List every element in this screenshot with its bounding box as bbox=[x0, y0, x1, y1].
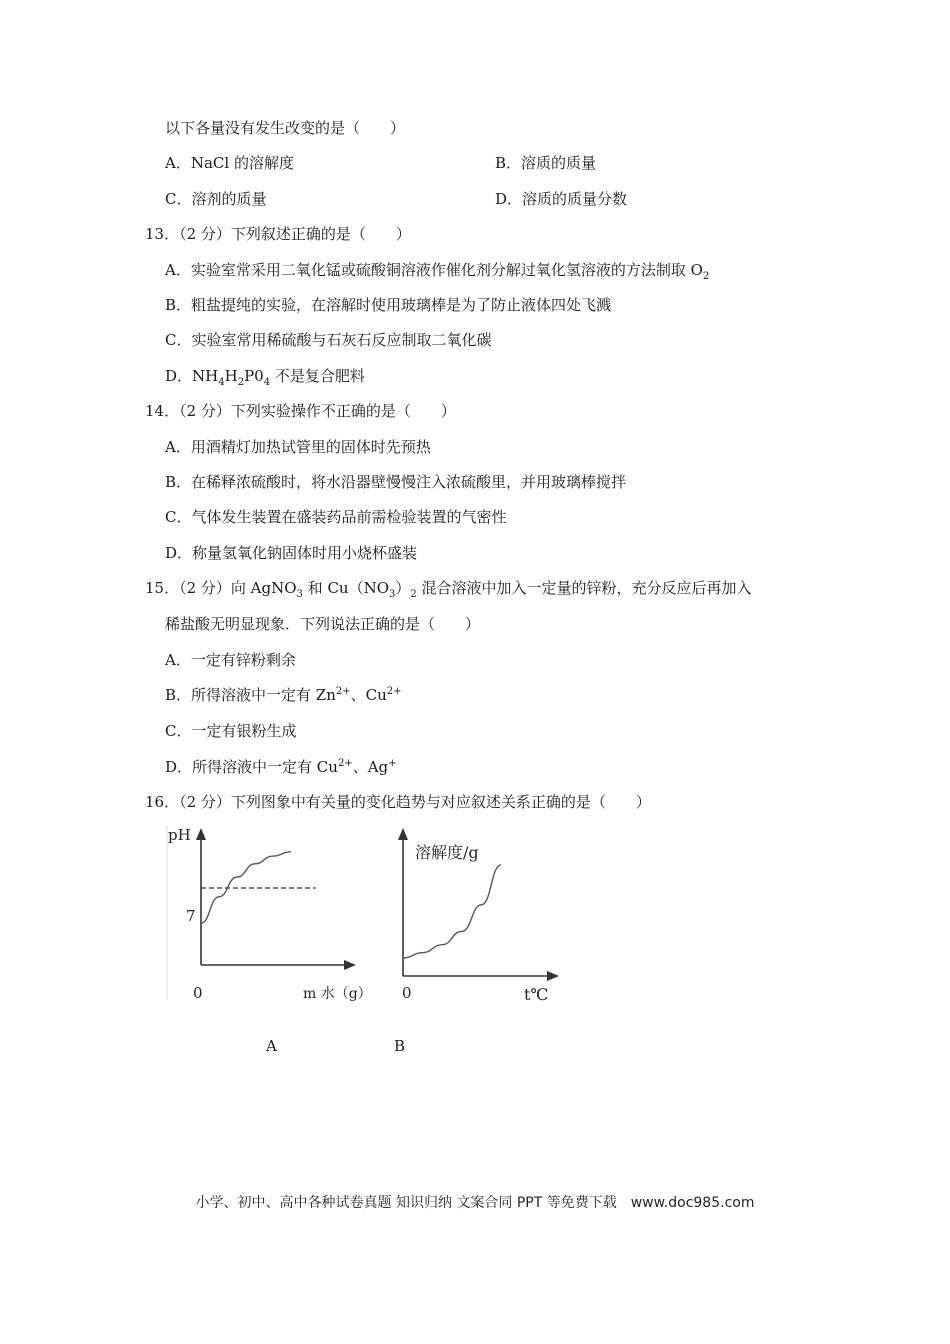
q13-option-b: B．粗盐提纯的实验，在溶解时使用玻璃棒是为了防止液体四处飞溅 bbox=[165, 296, 612, 314]
q15-option-c: C．一定有银粉生成 bbox=[165, 722, 297, 740]
q15-option-a: A．一定有锌粉剩余 bbox=[165, 651, 296, 669]
figure-a-label: A bbox=[266, 1037, 277, 1055]
question-13-stem: 13．（2 分）下列叙述正确的是（ ） bbox=[145, 225, 411, 243]
chart-b-x-arrow bbox=[547, 971, 559, 981]
option-d: D．溶质的质量分数 bbox=[495, 190, 628, 208]
chart-a-y-arrow bbox=[196, 828, 206, 840]
q15-option-d: D．所得溶液中一定有 $Cu^{2+}$、Ag+ bbox=[165, 758, 397, 776]
question-12-stem: 以下各量没有发生改变的是（ ） bbox=[165, 119, 406, 137]
q14-option-b: B．在稀释浓硫酸时，将水沿器壁慢慢注入浓硫酸里，并用玻璃棒搅拌 bbox=[165, 473, 627, 491]
q15-option-b: B．所得溶液中一定有 $Zn^{2+}$、$Cu^{2+}$ bbox=[165, 686, 402, 704]
question-15-stem: 15．（2 分）向 AgNO$_3$ 和 $Cu(NO_3)_2$ 混合溶液中加入一定量的锌粉，充分反应后再加入 bbox=[145, 579, 752, 600]
chart-b-y-label: 溶解度/g bbox=[415, 843, 479, 862]
figure-b-label: B bbox=[394, 1037, 406, 1055]
chart-b-y-arrow bbox=[398, 828, 408, 840]
chart-b-series-line bbox=[403, 865, 501, 958]
q13-option-c: C．实验室常用稀硫酸与石灰石反应制取二氧化碳 bbox=[165, 331, 492, 349]
chart-a-y-label: pH bbox=[168, 826, 191, 844]
q14-option-d: D．称量氢氧化钠固体时用小烧杯盛装 bbox=[165, 544, 418, 562]
chart-b-origin-label: 0 bbox=[402, 984, 412, 1002]
chart-b-x-label: t℃ bbox=[524, 985, 549, 1004]
q13-option-a: A．实验室常采用二氧化锰或硫酸铜溶液作催化剂分解过氧化氢溶液的方法制取 $O_2$ bbox=[165, 261, 710, 282]
chart-a-x-label: m 水（g） bbox=[303, 986, 372, 1002]
page-footer: 小学、初中、高中各种试卷真题 知识归纳 文案合同 PPT 等免费下载 www.doc985.com bbox=[195, 1195, 755, 1211]
chart-a-origin-label: 0 bbox=[193, 984, 203, 1002]
question-14-stem: 14．（2 分）下列实验操作不正确的是（ ） bbox=[145, 402, 456, 420]
chart-a bbox=[160, 820, 372, 1010]
question-16-stem: 16．（2 分）下列图象中有关量的变化趋势与对应叙述关系正确的是（ ） bbox=[145, 793, 651, 811]
question-15-stem-line2: 稀盐酸无明显现象．下列说法正确的是（ ） bbox=[165, 615, 481, 633]
q14-option-a: A．用酒精灯加热试管里的固体时先预热 bbox=[165, 438, 431, 456]
chart-a-ref-label: 7 bbox=[186, 907, 196, 925]
option-b: B．溶质的质量 bbox=[495, 154, 597, 172]
q14-option-c: C．气体发生装置在盛装药品前需检验装置的气密性 bbox=[165, 508, 507, 526]
option-a: A．NaCl 的溶解度 bbox=[165, 154, 294, 172]
chart-b bbox=[388, 820, 568, 1010]
chart-a-x-arrow bbox=[344, 960, 356, 970]
q13-option-d: D．$NH_4H_2P0_4$ 不是复合肥料 bbox=[165, 367, 365, 388]
option-c: C．溶剂的质量 bbox=[165, 190, 267, 208]
